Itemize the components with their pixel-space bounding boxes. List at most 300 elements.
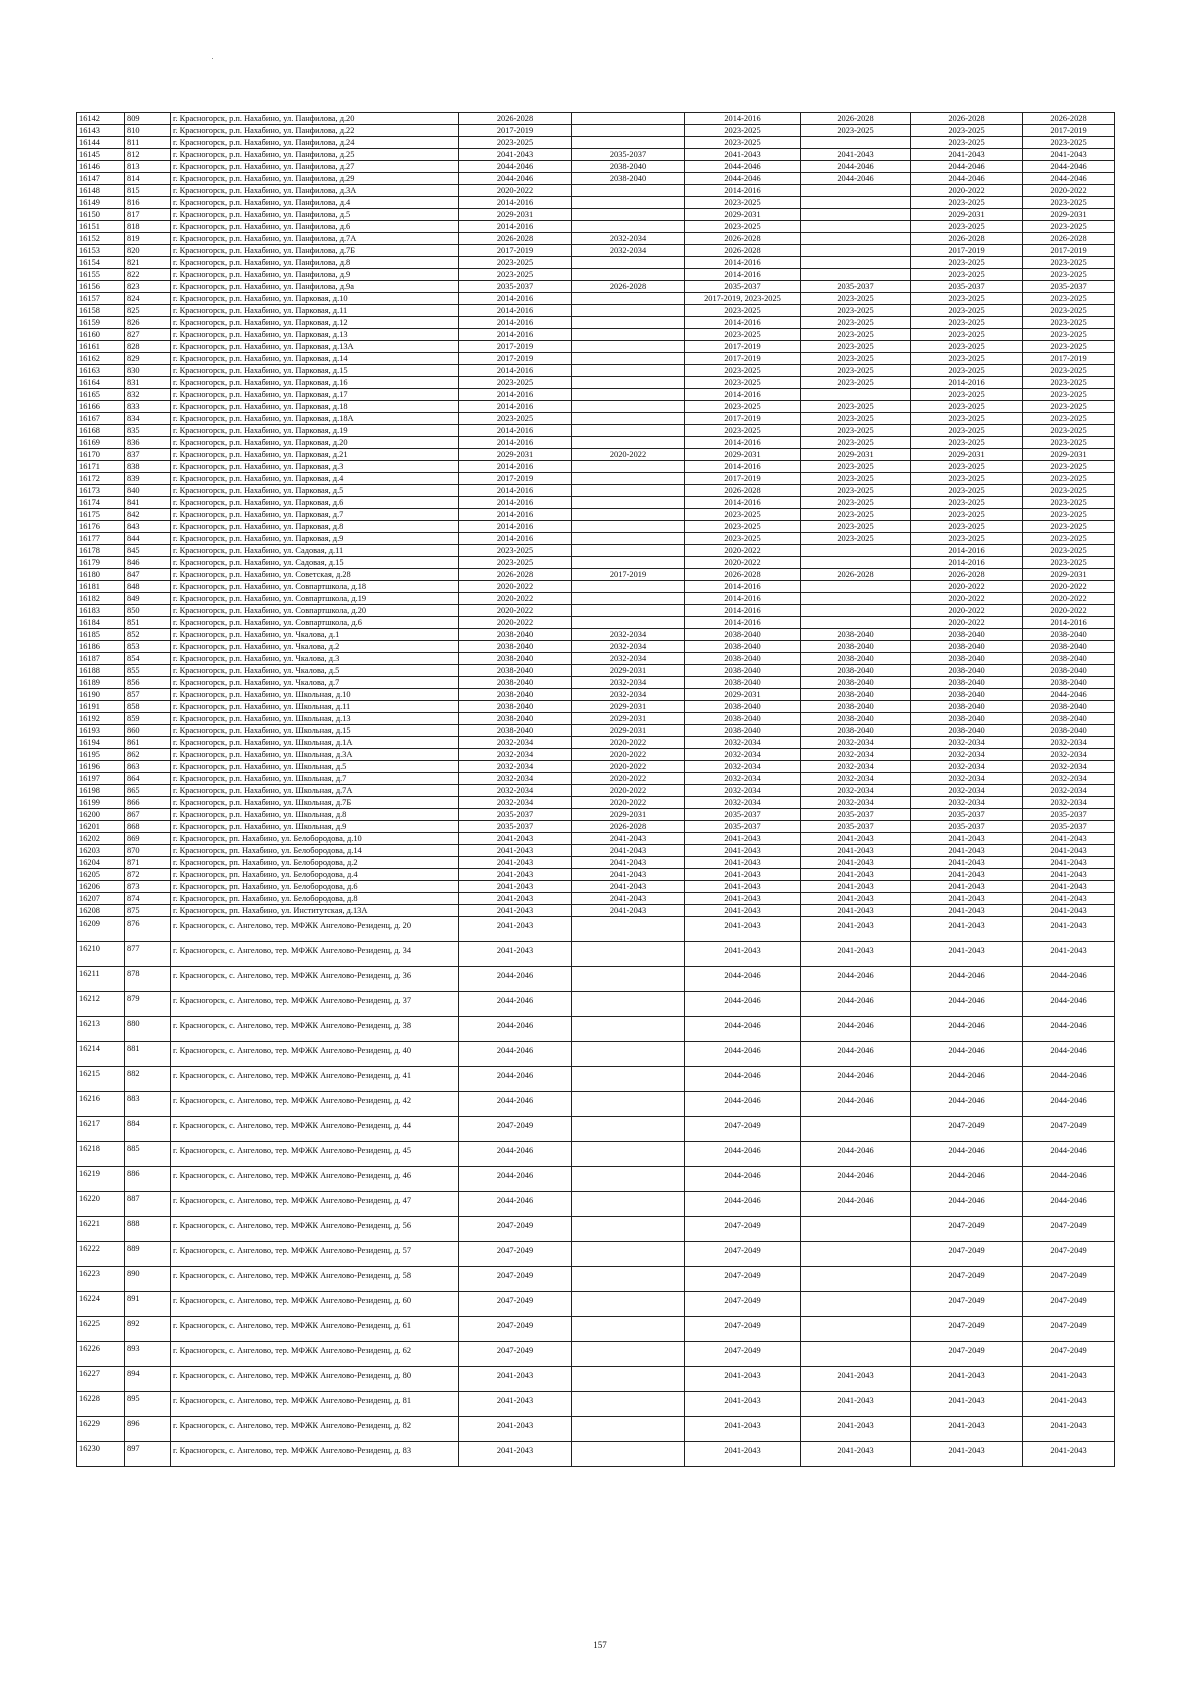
- period-col-4-cell: 2020-2022: [459, 185, 572, 197]
- period-col-7-cell: 2044-2046: [801, 1142, 911, 1167]
- row-id-cell: 16190: [77, 689, 125, 701]
- row-id-cell: 16144: [77, 137, 125, 149]
- period-col-6-cell: 2038-2040: [685, 725, 801, 737]
- period-col-9-cell: 2038-2040: [1023, 725, 1115, 737]
- address-cell: г. Красногорск, р.п. Нахабино, ул. Парковая, д.17: [171, 389, 459, 401]
- period-col-5-cell: [572, 341, 685, 353]
- period-col-8-cell: 2038-2040: [911, 629, 1023, 641]
- period-col-7-cell: [801, 221, 911, 233]
- period-col-6-cell: 2023-2025: [685, 365, 801, 377]
- period-col-5-cell: 2026-2028: [572, 821, 685, 833]
- row-id-cell: 16182: [77, 593, 125, 605]
- period-col-5-cell: [572, 917, 685, 942]
- period-col-6-cell: 2044-2046: [685, 967, 801, 992]
- period-col-4-cell: 2017-2019: [459, 473, 572, 485]
- table-row: [77, 845, 1115, 857]
- period-col-9-cell: 2023-2025: [1023, 389, 1115, 401]
- address-cell: г. Красногорск, р.п. Нахабино, ул. Парковая, д.6: [171, 497, 459, 509]
- period-col-8-cell: 2044-2046: [911, 1042, 1023, 1067]
- period-col-6-cell: 2023-2025: [685, 377, 801, 389]
- period-col-6-cell: 2047-2049: [685, 1342, 801, 1367]
- period-col-6-cell: 2023-2025: [685, 401, 801, 413]
- period-col-5-cell: [572, 1142, 685, 1167]
- address-cell: г. Красногорск, р.п. Нахабино, ул. Панфилова, д.7Б: [171, 245, 459, 257]
- period-col-5-cell: [572, 509, 685, 521]
- period-col-8-cell: 2038-2040: [911, 725, 1023, 737]
- period-col-4-cell: 2041-2043: [459, 845, 572, 857]
- period-col-9-cell: 2041-2043: [1023, 905, 1115, 917]
- period-col-8-cell: 2044-2046: [911, 1092, 1023, 1117]
- period-col-6-cell: 2032-2034: [685, 785, 801, 797]
- period-col-5-cell: 2029-2031: [572, 665, 685, 677]
- table-row: [77, 1367, 1115, 1392]
- period-col-8-cell: 2023-2025: [911, 533, 1023, 545]
- period-col-9-cell: 2044-2046: [1023, 173, 1115, 185]
- period-col-4-cell: 2023-2025: [459, 137, 572, 149]
- period-col-6-cell: 2041-2043: [685, 1367, 801, 1392]
- period-col-9-cell: 2044-2046: [1023, 1017, 1115, 1042]
- period-col-8-cell: 2047-2049: [911, 1217, 1023, 1242]
- period-col-5-cell: [572, 293, 685, 305]
- period-col-9-cell: 2023-2025: [1023, 521, 1115, 533]
- period-col-9-cell: 2041-2043: [1023, 845, 1115, 857]
- table-row: [77, 677, 1115, 689]
- period-col-5-cell: [572, 461, 685, 473]
- period-col-5-cell: [572, 533, 685, 545]
- period-col-9-cell: 2023-2025: [1023, 341, 1115, 353]
- row-id-cell: 16201: [77, 821, 125, 833]
- period-col-5-cell: [572, 269, 685, 281]
- period-col-8-cell: 2047-2049: [911, 1292, 1023, 1317]
- period-col-5-cell: 2038-2040: [572, 161, 685, 173]
- row-id-cell: 16159: [77, 317, 125, 329]
- table-row: [77, 713, 1115, 725]
- object-number-cell: 888: [125, 1217, 171, 1242]
- address-cell: г. Красногорск, р.п. Нахабино, ул. Школьная, д.11: [171, 701, 459, 713]
- object-number-cell: 880: [125, 1017, 171, 1042]
- period-col-6-cell: 2044-2046: [685, 1092, 801, 1117]
- period-col-5-cell: 2032-2034: [572, 233, 685, 245]
- address-cell: г. Красногорск, с. Ангелово, тер. МФЖК Ангелово-Резиденц, д. 57: [171, 1242, 459, 1267]
- period-col-8-cell: 2041-2043: [911, 905, 1023, 917]
- period-col-6-cell: 2041-2043: [685, 857, 801, 869]
- table-row: [77, 1067, 1115, 1092]
- table-row: [77, 689, 1115, 701]
- table-row: [77, 821, 1115, 833]
- period-col-5-cell: [572, 197, 685, 209]
- object-number-cell: 867: [125, 809, 171, 821]
- row-id-cell: 16180: [77, 569, 125, 581]
- period-col-7-cell: [801, 605, 911, 617]
- table-row: [77, 1117, 1115, 1142]
- address-cell: г. Красногорск, р.п. Нахабино, ул. Парковая, д.21: [171, 449, 459, 461]
- period-col-6-cell: 2038-2040: [685, 665, 801, 677]
- period-col-6-cell: 2014-2016: [685, 317, 801, 329]
- table-row: [77, 521, 1115, 533]
- row-id-cell: 16175: [77, 509, 125, 521]
- period-col-9-cell: 2047-2049: [1023, 1342, 1115, 1367]
- address-cell: г. Красногорск, р.п. Нахабино, ул. Панфилова, д.6: [171, 221, 459, 233]
- period-col-6-cell: 2041-2043: [685, 881, 801, 893]
- object-number-cell: 836: [125, 437, 171, 449]
- period-col-6-cell: 2026-2028: [685, 233, 801, 245]
- row-id-cell: 16223: [77, 1267, 125, 1292]
- period-col-5-cell: [572, 1392, 685, 1417]
- row-id-cell: 16179: [77, 557, 125, 569]
- period-col-7-cell: 2044-2046: [801, 1017, 911, 1042]
- period-col-7-cell: 2038-2040: [801, 677, 911, 689]
- period-col-4-cell: 2014-2016: [459, 293, 572, 305]
- period-col-9-cell: 2044-2046: [1023, 1067, 1115, 1092]
- period-col-7-cell: 2041-2043: [801, 881, 911, 893]
- period-col-5-cell: 2041-2043: [572, 881, 685, 893]
- row-id-cell: 16167: [77, 413, 125, 425]
- period-col-7-cell: 2032-2034: [801, 761, 911, 773]
- period-col-8-cell: 2023-2025: [911, 473, 1023, 485]
- row-id-cell: 16185: [77, 629, 125, 641]
- period-col-9-cell: 2044-2046: [1023, 1042, 1115, 1067]
- period-col-8-cell: 2020-2022: [911, 617, 1023, 629]
- period-col-9-cell: 2023-2025: [1023, 269, 1115, 281]
- table-row: [77, 137, 1115, 149]
- period-col-4-cell: 2017-2019: [459, 245, 572, 257]
- period-col-8-cell: 2023-2025: [911, 437, 1023, 449]
- period-col-5-cell: [572, 1017, 685, 1042]
- table-row: [77, 125, 1115, 137]
- period-col-6-cell: 2029-2031: [685, 209, 801, 221]
- period-col-9-cell: 2032-2034: [1023, 761, 1115, 773]
- object-number-cell: 812: [125, 149, 171, 161]
- row-id-cell: 16192: [77, 713, 125, 725]
- period-col-7-cell: 2038-2040: [801, 629, 911, 641]
- scan-speck: [212, 58, 213, 59]
- period-col-8-cell: 2023-2025: [911, 137, 1023, 149]
- address-cell: г. Красногорск, р.п. Нахабино, ул. Парковая, д.11: [171, 305, 459, 317]
- page-number: 157: [593, 1640, 607, 1650]
- address-cell: г. Красногорск, р.п. Нахабино, ул. Школьная, д.10: [171, 689, 459, 701]
- period-col-4-cell: 2014-2016: [459, 521, 572, 533]
- period-col-5-cell: [572, 1417, 685, 1442]
- period-col-7-cell: [801, 233, 911, 245]
- period-col-4-cell: 2038-2040: [459, 689, 572, 701]
- period-col-4-cell: 2038-2040: [459, 629, 572, 641]
- period-col-6-cell: 2014-2016: [685, 113, 801, 125]
- period-col-9-cell: 2023-2025: [1023, 365, 1115, 377]
- period-col-7-cell: [801, 1342, 911, 1367]
- period-col-5-cell: [572, 545, 685, 557]
- address-cell: г. Красногорск, р.п. Нахабино, ул. Панфилова, д.20: [171, 113, 459, 125]
- object-number-cell: 814: [125, 173, 171, 185]
- object-number-cell: 823: [125, 281, 171, 293]
- period-col-9-cell: 2041-2043: [1023, 149, 1115, 161]
- period-col-8-cell: 2044-2046: [911, 173, 1023, 185]
- row-id-cell: 16147: [77, 173, 125, 185]
- period-col-6-cell: 2047-2049: [685, 1267, 801, 1292]
- row-id-cell: 16184: [77, 617, 125, 629]
- period-col-7-cell: 2041-2043: [801, 869, 911, 881]
- period-col-4-cell: 2017-2019: [459, 353, 572, 365]
- period-col-8-cell: 2023-2025: [911, 353, 1023, 365]
- table-row: [77, 353, 1115, 365]
- period-col-7-cell: 2041-2043: [801, 833, 911, 845]
- period-col-9-cell: 2041-2043: [1023, 942, 1115, 967]
- period-col-7-cell: [801, 1317, 911, 1342]
- period-col-5-cell: 2020-2022: [572, 449, 685, 461]
- period-col-6-cell: 2026-2028: [685, 485, 801, 497]
- object-number-cell: 890: [125, 1267, 171, 1292]
- address-cell: г. Красногорск, р.п. Нахабино, ул. Панфилова, д.3А: [171, 185, 459, 197]
- table-row: [77, 773, 1115, 785]
- period-col-8-cell: 2032-2034: [911, 761, 1023, 773]
- period-col-4-cell: 2044-2046: [459, 1042, 572, 1067]
- row-id-cell: 16186: [77, 641, 125, 653]
- period-col-6-cell: 2023-2025: [685, 509, 801, 521]
- period-col-4-cell: 2014-2016: [459, 221, 572, 233]
- period-col-7-cell: 2038-2040: [801, 701, 911, 713]
- table-row: [77, 581, 1115, 593]
- period-col-8-cell: 2044-2046: [911, 1017, 1023, 1042]
- period-col-6-cell: 2044-2046: [685, 1167, 801, 1192]
- row-id-cell: 16173: [77, 485, 125, 497]
- period-col-7-cell: 2032-2034: [801, 773, 911, 785]
- object-number-cell: 874: [125, 893, 171, 905]
- row-id-cell: 16213: [77, 1017, 125, 1042]
- table-row: [77, 257, 1115, 269]
- period-col-6-cell: 2014-2016: [685, 389, 801, 401]
- row-id-cell: 16166: [77, 401, 125, 413]
- period-col-5-cell: [572, 437, 685, 449]
- table-row: [77, 161, 1115, 173]
- object-number-cell: 817: [125, 209, 171, 221]
- period-col-4-cell: 2041-2043: [459, 893, 572, 905]
- period-col-6-cell: 2020-2022: [685, 545, 801, 557]
- period-col-9-cell: 2035-2037: [1023, 809, 1115, 821]
- row-id-cell: 16210: [77, 942, 125, 967]
- row-id-cell: 16178: [77, 545, 125, 557]
- row-id-cell: 16215: [77, 1067, 125, 1092]
- period-col-5-cell: [572, 593, 685, 605]
- address-cell: г. Красногорск, р.п. Нахабино, ул. Парковая, д.3: [171, 461, 459, 473]
- row-id-cell: 16156: [77, 281, 125, 293]
- period-col-5-cell: [572, 617, 685, 629]
- period-col-7-cell: 2023-2025: [801, 461, 911, 473]
- period-col-5-cell: [572, 1342, 685, 1367]
- period-col-4-cell: 2041-2043: [459, 869, 572, 881]
- period-col-8-cell: 2044-2046: [911, 161, 1023, 173]
- object-number-cell: 833: [125, 401, 171, 413]
- table-row: [77, 317, 1115, 329]
- period-col-9-cell: 2041-2043: [1023, 1367, 1115, 1392]
- object-number-cell: 832: [125, 389, 171, 401]
- row-id-cell: 16204: [77, 857, 125, 869]
- table-row: [77, 653, 1115, 665]
- period-col-4-cell: 2020-2022: [459, 605, 572, 617]
- period-col-7-cell: 2044-2046: [801, 967, 911, 992]
- period-col-5-cell: [572, 221, 685, 233]
- period-col-7-cell: [801, 197, 911, 209]
- period-col-7-cell: [801, 1267, 911, 1292]
- period-col-5-cell: 2020-2022: [572, 749, 685, 761]
- period-col-6-cell: 2041-2043: [685, 1442, 801, 1467]
- row-id-cell: 16155: [77, 269, 125, 281]
- period-col-4-cell: 2032-2034: [459, 761, 572, 773]
- row-id-cell: 16153: [77, 245, 125, 257]
- object-number-cell: 818: [125, 221, 171, 233]
- period-col-9-cell: 2035-2037: [1023, 821, 1115, 833]
- period-col-9-cell: 2023-2025: [1023, 473, 1115, 485]
- period-col-4-cell: 2014-2016: [459, 509, 572, 521]
- object-number-cell: 852: [125, 629, 171, 641]
- period-col-4-cell: 2023-2025: [459, 269, 572, 281]
- address-cell: г. Красногорск, р.п. Нахабино, ул. Парковая, д.15: [171, 365, 459, 377]
- address-cell: г. Красногорск, рп. Нахабино, ул. Белобородова, д.14: [171, 845, 459, 857]
- period-col-6-cell: 2035-2037: [685, 281, 801, 293]
- period-col-5-cell: [572, 1042, 685, 1067]
- row-id-cell: 16219: [77, 1167, 125, 1192]
- period-col-7-cell: 2038-2040: [801, 725, 911, 737]
- address-cell: г. Красногорск, р.п. Нахабино, ул. Совпартшкола, д.20: [171, 605, 459, 617]
- period-col-6-cell: 2017-2019: [685, 413, 801, 425]
- row-id-cell: 16206: [77, 881, 125, 893]
- period-col-6-cell: 2032-2034: [685, 797, 801, 809]
- period-col-9-cell: 2044-2046: [1023, 967, 1115, 992]
- object-number-cell: 831: [125, 377, 171, 389]
- period-col-7-cell: 2023-2025: [801, 509, 911, 521]
- period-col-5-cell: 2041-2043: [572, 869, 685, 881]
- table-row: [77, 401, 1115, 413]
- period-col-7-cell: 2023-2025: [801, 425, 911, 437]
- period-col-8-cell: 2023-2025: [911, 269, 1023, 281]
- period-col-7-cell: 2038-2040: [801, 641, 911, 653]
- row-id-cell: 16160: [77, 329, 125, 341]
- period-col-9-cell: 2023-2025: [1023, 545, 1115, 557]
- period-col-4-cell: 2035-2037: [459, 281, 572, 293]
- table-row: [77, 1417, 1115, 1442]
- object-number-cell: 822: [125, 269, 171, 281]
- period-col-4-cell: 2044-2046: [459, 1142, 572, 1167]
- period-col-6-cell: 2026-2028: [685, 569, 801, 581]
- period-col-9-cell: 2023-2025: [1023, 557, 1115, 569]
- address-cell: г. Красногорск, р.п. Нахабино, ул. Парковая, д.18А: [171, 413, 459, 425]
- period-col-6-cell: 2014-2016: [685, 605, 801, 617]
- row-id-cell: 16172: [77, 473, 125, 485]
- table-row: [77, 329, 1115, 341]
- table-row: [77, 185, 1115, 197]
- object-number-cell: 863: [125, 761, 171, 773]
- period-col-5-cell: 2035-2037: [572, 149, 685, 161]
- period-col-6-cell: 2017-2019: [685, 353, 801, 365]
- period-col-9-cell: 2047-2049: [1023, 1217, 1115, 1242]
- row-id-cell: 16207: [77, 893, 125, 905]
- period-col-7-cell: [801, 389, 911, 401]
- period-col-9-cell: 2041-2043: [1023, 881, 1115, 893]
- period-col-6-cell: 2044-2046: [685, 173, 801, 185]
- period-col-4-cell: 2023-2025: [459, 377, 572, 389]
- period-col-6-cell: 2038-2040: [685, 701, 801, 713]
- period-col-7-cell: 2041-2043: [801, 1392, 911, 1417]
- period-col-7-cell: 2023-2025: [801, 485, 911, 497]
- period-col-8-cell: 2023-2025: [911, 341, 1023, 353]
- period-col-8-cell: 2038-2040: [911, 713, 1023, 725]
- address-cell: г. Красногорск, р.п. Нахабино, ул. Панфилова, д.9а: [171, 281, 459, 293]
- period-col-5-cell: 2017-2019: [572, 569, 685, 581]
- period-col-6-cell: 2041-2043: [685, 893, 801, 905]
- period-col-6-cell: 2044-2046: [685, 1017, 801, 1042]
- address-cell: г. Красногорск, р.п. Нахабино, ул. Садовая, д.11: [171, 545, 459, 557]
- object-number-cell: 828: [125, 341, 171, 353]
- object-number-cell: 827: [125, 329, 171, 341]
- table-row: [77, 761, 1115, 773]
- row-id-cell: 16203: [77, 845, 125, 857]
- address-cell: г. Красногорск, р.п. Нахабино, ул. Панфилова, д.22: [171, 125, 459, 137]
- period-col-8-cell: 2041-2043: [911, 917, 1023, 942]
- period-col-6-cell: 2038-2040: [685, 677, 801, 689]
- object-number-cell: 841: [125, 497, 171, 509]
- period-col-8-cell: 2038-2040: [911, 641, 1023, 653]
- period-col-7-cell: [801, 209, 911, 221]
- period-col-4-cell: 2014-2016: [459, 365, 572, 377]
- table-row: [77, 701, 1115, 713]
- period-col-4-cell: 2032-2034: [459, 797, 572, 809]
- period-col-5-cell: [572, 1217, 685, 1242]
- period-col-5-cell: 2041-2043: [572, 893, 685, 905]
- period-col-6-cell: 2038-2040: [685, 629, 801, 641]
- period-col-7-cell: 2023-2025: [801, 305, 911, 317]
- period-col-4-cell: 2047-2049: [459, 1317, 572, 1342]
- period-col-6-cell: 2035-2037: [685, 821, 801, 833]
- period-col-5-cell: [572, 473, 685, 485]
- period-col-4-cell: 2047-2049: [459, 1342, 572, 1367]
- row-id-cell: 16158: [77, 305, 125, 317]
- address-cell: г. Красногорск, р.п. Нахабино, ул. Школьная, д.13: [171, 713, 459, 725]
- period-col-5-cell: [572, 1442, 685, 1467]
- row-id-cell: 16208: [77, 905, 125, 917]
- period-col-8-cell: 2047-2049: [911, 1317, 1023, 1342]
- period-col-8-cell: 2023-2025: [911, 305, 1023, 317]
- period-col-9-cell: 2038-2040: [1023, 713, 1115, 725]
- period-col-9-cell: 2038-2040: [1023, 665, 1115, 677]
- period-col-7-cell: [801, 617, 911, 629]
- period-col-5-cell: [572, 377, 685, 389]
- address-cell: г. Красногорск, с. Ангелово, тер. МФЖК Ангелово-Резиденц, д. 47: [171, 1192, 459, 1217]
- table-row: [77, 1292, 1115, 1317]
- address-cell: г. Красногорск, р.п. Нахабино, ул. Панфилова, д.24: [171, 137, 459, 149]
- period-col-7-cell: 2041-2043: [801, 857, 911, 869]
- row-id-cell: 16216: [77, 1092, 125, 1117]
- row-id-cell: 16226: [77, 1342, 125, 1367]
- period-col-7-cell: 2041-2043: [801, 1442, 911, 1467]
- period-col-8-cell: 2023-2025: [911, 389, 1023, 401]
- period-col-6-cell: 2044-2046: [685, 1192, 801, 1217]
- period-col-5-cell: [572, 1242, 685, 1267]
- period-col-4-cell: 2032-2034: [459, 749, 572, 761]
- period-col-7-cell: [801, 1117, 911, 1142]
- object-number-cell: 813: [125, 161, 171, 173]
- period-col-8-cell: 2032-2034: [911, 737, 1023, 749]
- object-number-cell: 837: [125, 449, 171, 461]
- period-col-8-cell: 2023-2025: [911, 509, 1023, 521]
- period-col-5-cell: 2029-2031: [572, 713, 685, 725]
- address-cell: г. Красногорск, с. Ангелово, тер. МФЖК Ангелово-Резиденц, д. 34: [171, 942, 459, 967]
- period-col-9-cell: 2023-2025: [1023, 293, 1115, 305]
- period-col-9-cell: 2023-2025: [1023, 425, 1115, 437]
- object-number-cell: 897: [125, 1442, 171, 1467]
- object-number-cell: 891: [125, 1292, 171, 1317]
- period-col-5-cell: [572, 1367, 685, 1392]
- row-id-cell: 16205: [77, 869, 125, 881]
- period-col-8-cell: 2041-2043: [911, 942, 1023, 967]
- address-cell: г. Красногорск, р.п. Нахабино, ул. Панфилова, д.29: [171, 173, 459, 185]
